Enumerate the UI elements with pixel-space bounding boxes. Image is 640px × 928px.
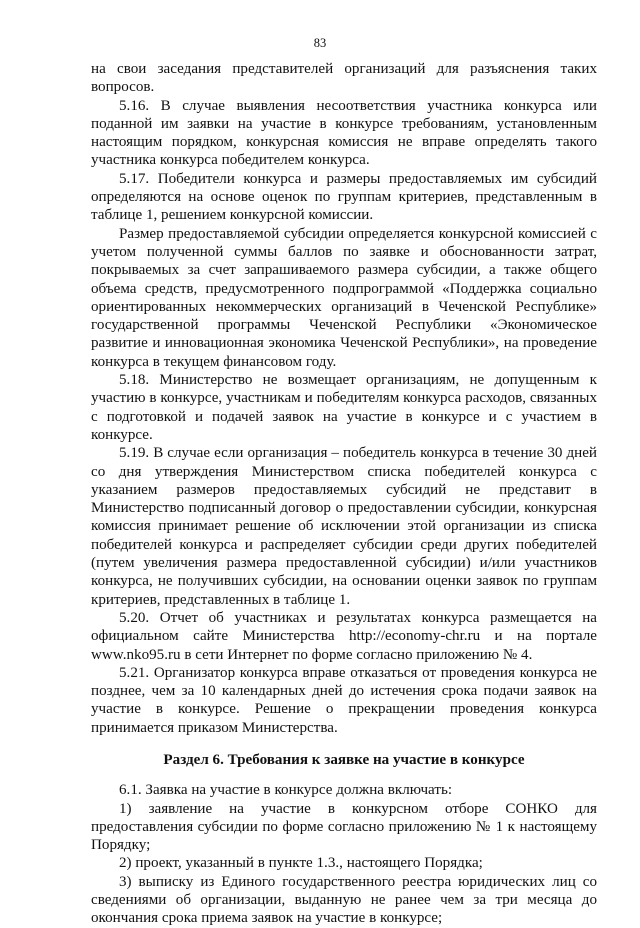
paragraph-5-18: 5.18. Министерство не возмещает организациям, не допущенным к участию в конкурсе, участникам и победителям конкурса расходов, связанных с подготовкой и подачей заявок на участие в конкурсе и с участием в конкурсе. (91, 372, 597, 443)
list-item-2: 2) проект, указанный в пункте 1.3., настоящего Порядка; (119, 855, 483, 872)
paragraph-5-19: 5.19. В случае если организация – победитель конкурса в течение 30 дней со дня утверждения Министерством списка победителей конкурса с указанием размеров предоставляемых субсидий не представит в Министерство подписанный договор о предоставлении субсидии, конкурсная комиссия принимает решение об исключении этой организации из списка победителей конкурса и распределяет субсидии среди других победителей (путем увеличения размера предоставленной субсидии) и/или участников конкурса, не получивших субсидии, на основании оценки заявок по группам критериев, представленных в таблице 1. (91, 445, 597, 608)
list-item-1: 1) заявление на участие в конкурсном отборе СОНКО для предоставления субсидии по форме согласно приложению № 1 к настоящему Порядку; (91, 800, 597, 854)
paragraph-5-21: 5.21. Организатор конкурса вправе отказаться от проведения конкурса не позднее, чем за 10 календарных дней до истечения срока подачи заявок на участие в конкурсе. Решение о прекращении проведения конкурса принимается приказом Министерства. (91, 664, 597, 736)
page-number: 83 (313, 36, 327, 50)
paragraph-subsidy-size: Размер предоставляемой субсидии определяется конкурсной комиссией с учетом полученной суммы баллов по заявке и обоснованности затрат, покрываемых за счет запрашиваемого размера субсидии, а также общего объема средств, предусмотренного подпрограммой «Поддержка социально ориентированных некоммерческих организаций в Чеченской Республике» государственной программы Чеченской Республики «Экономическое развитие и инновационная экономика Чеченской Республики», на проведение конкурса в текущем финансовом году. (91, 225, 597, 370)
paragraph-5-20: 5.20. Отчет об участниках и результатах конкурса размещается на официальном сайте Министерства http://economy-chr.ru и на портале www.nko95.ru в сети Интернет по форме согласно приложению № 4. (91, 609, 597, 663)
paragraph-5-17: 5.17. Победители конкурса и размеры предоставляемых им субсидий определяются на основе оценок по группам критериев, представленным в таблице 1, решением конкурсной комиссии. (91, 170, 597, 224)
paragraph-5-16: 5.16. В случае выявления несоответствия участника конкурса или поданной им заявки на участие в конкурсе требованиям, установленным настоящим порядком, конкурсная комиссия не вправе определять такого участника конкурса победителем конкурса. (91, 97, 597, 169)
section-heading: Раздел 6. Требования к заявке на участие в конкурсе (163, 751, 525, 768)
list-item-3: 3) выписку из Единого государственного реестра юридических лиц со сведениями об организации, выданную не ранее чем за три месяца до окончания срока приема заявок на участие в конкурсе; (91, 873, 597, 927)
document-body (91, 60, 597, 928)
paragraph-continuation: на свои заседания представителей организаций для разъяснения таких вопросов. (91, 61, 597, 96)
paragraph-6-1: 6.1. Заявка на участие в конкурсе должна включать: (119, 782, 453, 799)
